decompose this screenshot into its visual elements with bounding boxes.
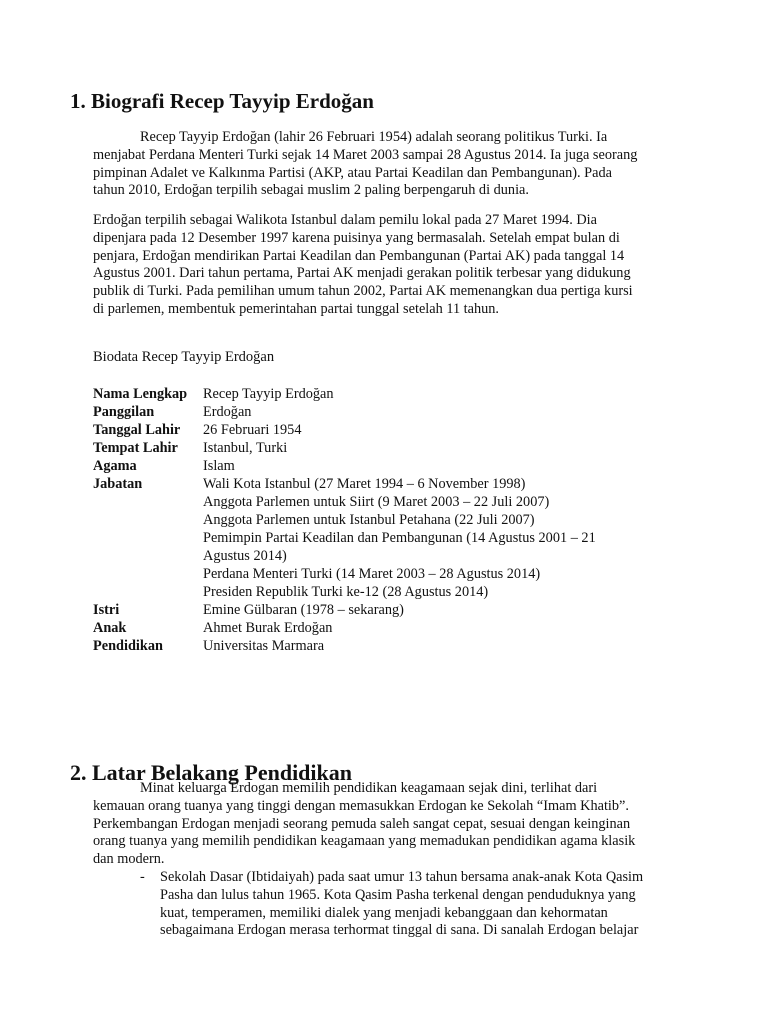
biodata-value: Anggota Parlemen untuk Istanbul Petahana (22 Juli 2007) <box>203 512 535 528</box>
biodata-value-cell <box>203 421 653 439</box>
text-line: di parlemen, membentuk pemerintahan partai tunggal setelah 11 tahun. <box>93 300 500 317</box>
biodata-value: Agustus 2014) <box>203 548 287 564</box>
biodata-value-cell <box>203 403 653 421</box>
biodata-value: Perdana Menteri Turki (14 Maret 2003 – 28 Agustus 2014) <box>203 566 541 582</box>
education-list <box>140 869 674 940</box>
biodata-row <box>93 385 653 403</box>
biodata-row <box>93 403 653 421</box>
biodata-value-cell <box>203 619 653 637</box>
biodata-label: Nama Lengkap <box>93 386 188 402</box>
biodata-row <box>93 601 653 619</box>
biodata-value-cell <box>203 601 653 619</box>
biodata-value: Islam <box>203 458 235 474</box>
text-line: Sekolah Dasar (Ibtidaiyah) pada saat umur 13 tahun bersama anak-anak Kota Qasim <box>160 869 644 885</box>
text-line: menjabat Perdana Menteri Turki sejak 14 Maret 2003 sampai 28 Agustus 2014. Ia juga seorang <box>93 146 638 163</box>
biodata-value: Universitas Marmara <box>203 638 325 654</box>
biodata-row <box>93 457 653 475</box>
text-line: sebagaimana Erdogan merasa terhormat tinggal di sana. Di sanalah Erdogan belajar <box>160 922 639 939</box>
biodata-value: Erdoğan <box>203 404 252 420</box>
section-1-heading: 1. Biografi Recep Tayyip Erdoğan <box>70 89 374 113</box>
biodata-value: Pemimpin Partai Keadilan dan Pembangunan (14 Agustus 2001 – 21 <box>203 530 596 546</box>
biodata-label: Istri <box>93 602 120 618</box>
biodata-table <box>93 385 653 655</box>
text-line: tahun 2010, Erdoğan terpilih sebagai muslim 2 paling berpengaruh di dunia. <box>93 182 529 199</box>
text-line: Pasha dan lulus tahun 1965. Kota Qasim Pasha terkenal dengan penduduknya yang <box>160 886 636 903</box>
section-1-paragraph-1 <box>93 129 674 200</box>
biodata-row <box>93 475 653 601</box>
biodata-value: Presiden Republik Turki ke-12 (28 Agustus 2014) <box>203 584 489 600</box>
text-line: kuat, temperamen, memiliki dialek yang menjadi kebanggaan dan kehormatan <box>160 904 608 921</box>
biodata-row <box>93 421 653 439</box>
biodata-value: Emine Gülbaran (1978 – sekarang) <box>203 602 404 618</box>
text-line: Perkembangan Erdogan menjadi seorang pemuda saleh sangat cepat, sesuai dengan keinginan <box>93 815 631 832</box>
text-line: publik di Turki. Pada pemilihan umum tahun 2002, Partai AK memenangkan dua pertiga kursi <box>93 283 633 300</box>
biodata-value-cell <box>203 439 653 457</box>
biodata-label: Tempat Lahir <box>93 440 178 456</box>
text-line: kemauan orang tuanya yang tinggi dengan memasukkan Erdogan ke Sekolah “Imam Khatib”. <box>93 797 629 814</box>
text-line: dan modern. <box>93 851 165 868</box>
biodata-label: Panggilan <box>93 404 155 420</box>
biodata-value-cell <box>203 637 653 655</box>
biodata-label: Agama <box>93 458 137 474</box>
section-2-paragraph-1 <box>93 780 674 869</box>
text-line: dipenjara pada 12 Desember 1997 karena puisinya yang bermasalah. Setelah empat bulan di <box>93 229 620 246</box>
section-1-paragraph-2 <box>93 212 674 319</box>
section-2-heading: 2. Latar Belakang Pendidikan <box>70 760 352 785</box>
biodata-value-cell <box>203 457 653 475</box>
biodata-label: Jabatan <box>93 476 143 492</box>
biodata-value: Istanbul, Turki <box>203 440 288 456</box>
biodata-row <box>93 619 653 637</box>
biodata-label: Anak <box>93 620 127 636</box>
biodata-row <box>93 439 653 457</box>
biodata-title: Biodata Recep Tayyip Erdoğan <box>93 349 275 365</box>
text-line: orang tuanya yang memilih pendidikan keagamaan yang memadukan pendidikan agama klasik <box>93 833 636 850</box>
text-line: penjara, Erdoğan mendirikan Partai Keadilan dan Pembangunan (Partai AK) pada tanggal 14 <box>93 247 625 264</box>
biodata-value: 26 Februari 1954 <box>203 422 302 438</box>
list-bullet-marker: - <box>140 869 145 885</box>
text-line: Recep Tayyip Erdoğan (lahir 26 Februari 1954) adalah seorang politikus Turki. Ia <box>140 129 608 145</box>
biodata-value: Ahmet Burak Erdoğan <box>203 620 333 636</box>
biodata-value-cell <box>203 475 653 601</box>
text-line: Minat keluarga Erdogan memilih pendidikan keagamaan sejak dini, terlihat dari <box>140 780 598 796</box>
biodata-row <box>93 637 653 655</box>
biodata-value: Anggota Parlemen untuk Siirt (9 Maret 2003 – 22 Juli 2007) <box>203 494 550 510</box>
biodata-value: Recep Tayyip Erdoğan <box>203 386 334 402</box>
biodata-value: Wali Kota Istanbul (27 Maret 1994 – 6 November 1998) <box>203 476 526 492</box>
biodata-label: Tanggal Lahir <box>93 422 181 438</box>
text-line: Agustus 2001. Dari tahun pertama, Partai AK menjadi gerakan politik terbesar yang didukung <box>93 265 631 282</box>
list-item <box>160 869 674 940</box>
biodata-label: Pendidikan <box>93 638 163 654</box>
text-line: pimpinan Adalet ve Kalkınma Partisi (AKP, atau Partai Keadilan dan Pembangunan). Pada <box>93 164 612 181</box>
biodata-value-cell <box>203 385 653 403</box>
text-line: Erdoğan terpilih sebagai Walikota Istanbul dalam pemilu lokal pada 27 Maret 1994. Dia <box>93 212 597 228</box>
